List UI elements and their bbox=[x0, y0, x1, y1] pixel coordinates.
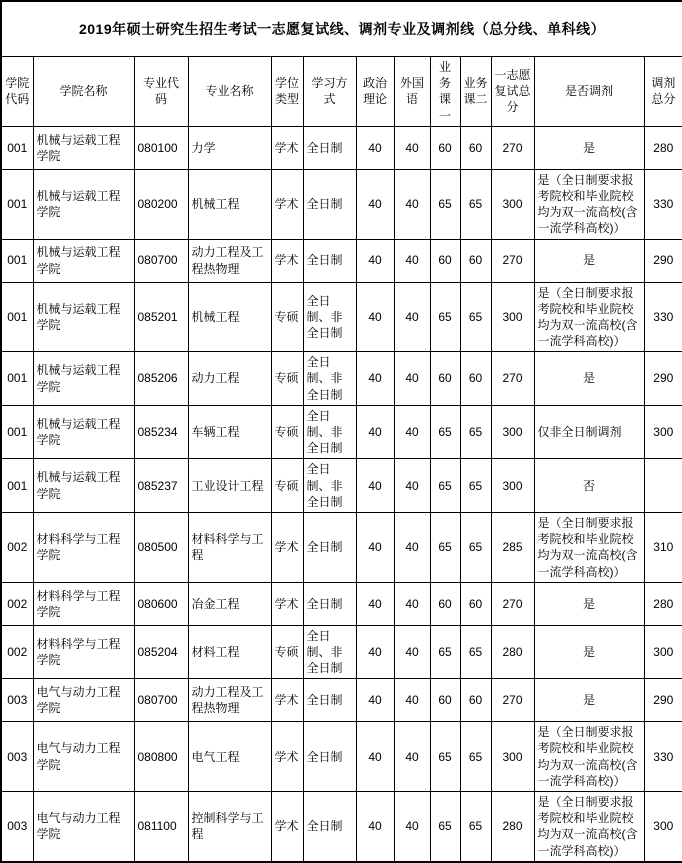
cell: 085204 bbox=[134, 625, 188, 679]
cell: 65 bbox=[460, 722, 491, 792]
cell: 40 bbox=[356, 169, 394, 239]
cell: 60 bbox=[460, 679, 491, 722]
table-row bbox=[1, 352, 682, 406]
header-cell: 专业代码 bbox=[134, 57, 188, 127]
cell: 是 bbox=[534, 352, 644, 406]
cell: 001 bbox=[1, 405, 33, 459]
cell: 是（全日制要求报考院校和毕业院校均为双一流高校(含一流学科高校)） bbox=[534, 792, 644, 862]
cell: 65 bbox=[430, 459, 460, 513]
cell: 330 bbox=[644, 169, 682, 239]
cell: 40 bbox=[356, 625, 394, 679]
cell: 机械与运载工程学院 bbox=[33, 352, 134, 406]
cell: 是 bbox=[534, 239, 644, 282]
cell: 080100 bbox=[134, 126, 188, 169]
cell: 全日制 bbox=[303, 722, 356, 792]
cell: 003 bbox=[1, 722, 33, 792]
cell: 085201 bbox=[134, 282, 188, 352]
cell: 仅非全日制调剂 bbox=[534, 405, 644, 459]
header-cell: 一志愿复试总分 bbox=[491, 57, 534, 127]
cell: 290 bbox=[644, 352, 682, 406]
cell: 是（全日制要求报考院校和毕业院校均为双一流高校(含一流学科高校)） bbox=[534, 512, 644, 582]
cell: 全日制、非全日制 bbox=[303, 352, 356, 406]
cell: 280 bbox=[644, 582, 682, 625]
cell: 270 bbox=[491, 126, 534, 169]
cell: 270 bbox=[491, 352, 534, 406]
cell: 40 bbox=[356, 405, 394, 459]
cell: 40 bbox=[394, 352, 430, 406]
cell: 40 bbox=[356, 679, 394, 722]
cell: 40 bbox=[394, 169, 430, 239]
table-row bbox=[1, 282, 682, 352]
cell: 60 bbox=[460, 239, 491, 282]
header-cell: 外国语 bbox=[394, 57, 430, 127]
cell: 全日制、非全日制 bbox=[303, 405, 356, 459]
cell: 300 bbox=[644, 405, 682, 459]
cell: 080600 bbox=[134, 582, 188, 625]
cell: 001 bbox=[1, 282, 33, 352]
cell: 60 bbox=[460, 582, 491, 625]
title-row bbox=[1, 1, 682, 57]
cell: 专硕 bbox=[271, 625, 303, 679]
cell: 300 bbox=[644, 625, 682, 679]
cell: 40 bbox=[394, 512, 430, 582]
cell: 是 bbox=[534, 625, 644, 679]
cell: 280 bbox=[491, 792, 534, 862]
header-cell: 学院代码 bbox=[1, 57, 33, 127]
table-row bbox=[1, 169, 682, 239]
cell: 40 bbox=[356, 512, 394, 582]
cell: 40 bbox=[394, 405, 430, 459]
cell: 65 bbox=[430, 282, 460, 352]
cell: 65 bbox=[460, 459, 491, 513]
cell: 全日制 bbox=[303, 792, 356, 862]
cell: 电气与动力工程学院 bbox=[33, 722, 134, 792]
cell: 动力工程及工程热物理 bbox=[188, 679, 271, 722]
cell: 60 bbox=[460, 352, 491, 406]
cell: 40 bbox=[356, 722, 394, 792]
cell: 081100 bbox=[134, 792, 188, 862]
page-title: 2019年硕士研究生招生考试一志愿复试线、调剂专业及调剂线（总分线、单科线） bbox=[1, 1, 682, 57]
cell: 材料科学与工程 bbox=[188, 512, 271, 582]
cell: 全日制 bbox=[303, 126, 356, 169]
cell: 080500 bbox=[134, 512, 188, 582]
header-cell: 学习方式 bbox=[303, 57, 356, 127]
cell: 40 bbox=[394, 722, 430, 792]
cell: 机械与运载工程学院 bbox=[33, 239, 134, 282]
cell: 专硕 bbox=[271, 282, 303, 352]
table-body bbox=[1, 126, 682, 862]
cell: 330 bbox=[644, 722, 682, 792]
cell: 是 bbox=[534, 126, 644, 169]
cell: 全日制、非全日制 bbox=[303, 459, 356, 513]
cell: 65 bbox=[460, 512, 491, 582]
cell: 330 bbox=[644, 282, 682, 352]
table-row bbox=[1, 459, 682, 513]
cell: 冶金工程 bbox=[188, 582, 271, 625]
cell: 40 bbox=[394, 792, 430, 862]
cell: 全日制、非全日制 bbox=[303, 625, 356, 679]
cell: 300 bbox=[491, 459, 534, 513]
cell: 60 bbox=[430, 582, 460, 625]
cell: 270 bbox=[491, 679, 534, 722]
cell: 40 bbox=[356, 792, 394, 862]
cell: 机械工程 bbox=[188, 282, 271, 352]
cell: 65 bbox=[430, 792, 460, 862]
cell: 65 bbox=[430, 512, 460, 582]
cell: 40 bbox=[356, 282, 394, 352]
header-cell: 政治理论 bbox=[356, 57, 394, 127]
cell: 电气与动力工程学院 bbox=[33, 679, 134, 722]
table-row bbox=[1, 582, 682, 625]
cell: 60 bbox=[430, 126, 460, 169]
cell: 300 bbox=[491, 169, 534, 239]
cell bbox=[644, 459, 682, 513]
cell: 40 bbox=[356, 459, 394, 513]
cell: 控制科学与工程 bbox=[188, 792, 271, 862]
cell: 学术 bbox=[271, 582, 303, 625]
header-cell: 业务课一 bbox=[430, 57, 460, 127]
cell: 机械与运载工程学院 bbox=[33, 169, 134, 239]
cell: 全日制 bbox=[303, 239, 356, 282]
cell: 001 bbox=[1, 239, 33, 282]
cell: 40 bbox=[356, 126, 394, 169]
cell: 65 bbox=[430, 722, 460, 792]
cell: 动力工程 bbox=[188, 352, 271, 406]
cell: 300 bbox=[491, 282, 534, 352]
cell: 080800 bbox=[134, 722, 188, 792]
cell: 65 bbox=[430, 625, 460, 679]
header-cell: 学院名称 bbox=[33, 57, 134, 127]
cell: 40 bbox=[394, 679, 430, 722]
cell: 动力工程及工程热物理 bbox=[188, 239, 271, 282]
table-head bbox=[1, 1, 682, 126]
header-cell: 业务课二 bbox=[460, 57, 491, 127]
cell: 全日制、非全日制 bbox=[303, 282, 356, 352]
table-row bbox=[1, 722, 682, 792]
cell: 材料科学与工程学院 bbox=[33, 512, 134, 582]
cell: 车辆工程 bbox=[188, 405, 271, 459]
cell: 40 bbox=[394, 239, 430, 282]
cell: 003 bbox=[1, 792, 33, 862]
cell: 60 bbox=[430, 239, 460, 282]
cell: 电气工程 bbox=[188, 722, 271, 792]
cell: 专硕 bbox=[271, 352, 303, 406]
cell: 40 bbox=[356, 582, 394, 625]
cell: 是 bbox=[534, 679, 644, 722]
cell: 270 bbox=[491, 239, 534, 282]
cell: 001 bbox=[1, 126, 33, 169]
cell: 工业设计工程 bbox=[188, 459, 271, 513]
table-row bbox=[1, 679, 682, 722]
cell: 材料工程 bbox=[188, 625, 271, 679]
cell: 力学 bbox=[188, 126, 271, 169]
cell: 40 bbox=[356, 352, 394, 406]
cell: 机械与运载工程学院 bbox=[33, 282, 134, 352]
cell: 60 bbox=[430, 352, 460, 406]
cell: 65 bbox=[460, 282, 491, 352]
cell: 否 bbox=[534, 459, 644, 513]
cell: 65 bbox=[430, 169, 460, 239]
cell: 280 bbox=[644, 126, 682, 169]
cell: 001 bbox=[1, 352, 33, 406]
cell: 学术 bbox=[271, 512, 303, 582]
table-row bbox=[1, 792, 682, 862]
header-cell: 调剂总分 bbox=[644, 57, 682, 127]
header-cell: 是否调剂 bbox=[534, 57, 644, 127]
cell: 学术 bbox=[271, 239, 303, 282]
table-row bbox=[1, 239, 682, 282]
cell: 65 bbox=[430, 405, 460, 459]
table-row bbox=[1, 625, 682, 679]
cell: 085237 bbox=[134, 459, 188, 513]
cell: 全日制 bbox=[303, 512, 356, 582]
cell: 电气与动力工程学院 bbox=[33, 792, 134, 862]
cell: 002 bbox=[1, 582, 33, 625]
cell: 65 bbox=[460, 169, 491, 239]
cell: 001 bbox=[1, 459, 33, 513]
cell: 全日制 bbox=[303, 582, 356, 625]
cell: 机械与运载工程学院 bbox=[33, 126, 134, 169]
cell: 40 bbox=[356, 239, 394, 282]
cell: 学术 bbox=[271, 679, 303, 722]
cell: 是（全日制要求报考院校和毕业院校均为双一流高校(含一流学科高校)） bbox=[534, 282, 644, 352]
cell: 是（全日制要求报考院校和毕业院校均为双一流高校(含一流学科高校)） bbox=[534, 169, 644, 239]
cell: 290 bbox=[644, 239, 682, 282]
cell: 085234 bbox=[134, 405, 188, 459]
cell: 001 bbox=[1, 169, 33, 239]
cell: 是（全日制要求报考院校和毕业院校均为双一流高校(含一流学科高校)） bbox=[534, 722, 644, 792]
cell: 002 bbox=[1, 512, 33, 582]
cell: 310 bbox=[644, 512, 682, 582]
cell: 40 bbox=[394, 459, 430, 513]
cell: 60 bbox=[460, 126, 491, 169]
cell: 40 bbox=[394, 582, 430, 625]
cell: 300 bbox=[491, 405, 534, 459]
cell: 285 bbox=[491, 512, 534, 582]
cell: 300 bbox=[644, 792, 682, 862]
cell: 40 bbox=[394, 126, 430, 169]
cell: 材料科学与工程学院 bbox=[33, 582, 134, 625]
cell: 60 bbox=[430, 679, 460, 722]
header-cell: 专业名称 bbox=[188, 57, 271, 127]
cell: 学术 bbox=[271, 126, 303, 169]
cell: 270 bbox=[491, 582, 534, 625]
cell: 40 bbox=[394, 625, 430, 679]
header-row bbox=[1, 57, 682, 127]
cell: 机械与运载工程学院 bbox=[33, 405, 134, 459]
cell: 学术 bbox=[271, 169, 303, 239]
cell: 专硕 bbox=[271, 405, 303, 459]
cell: 40 bbox=[394, 282, 430, 352]
cell: 290 bbox=[644, 679, 682, 722]
cell: 学术 bbox=[271, 792, 303, 862]
cell: 65 bbox=[460, 625, 491, 679]
table-row bbox=[1, 512, 682, 582]
cell: 003 bbox=[1, 679, 33, 722]
cell: 080200 bbox=[134, 169, 188, 239]
header-cell: 学位类型 bbox=[271, 57, 303, 127]
cell: 080700 bbox=[134, 679, 188, 722]
table-row bbox=[1, 126, 682, 169]
cell: 机械与运载工程学院 bbox=[33, 459, 134, 513]
cell: 002 bbox=[1, 625, 33, 679]
cell: 机械工程 bbox=[188, 169, 271, 239]
table-row bbox=[1, 405, 682, 459]
cell: 专硕 bbox=[271, 459, 303, 513]
cell: 学术 bbox=[271, 722, 303, 792]
cell: 085206 bbox=[134, 352, 188, 406]
cell: 全日制 bbox=[303, 169, 356, 239]
cell: 全日制 bbox=[303, 679, 356, 722]
cell: 65 bbox=[460, 405, 491, 459]
cell: 300 bbox=[491, 722, 534, 792]
cell: 材料科学与工程学院 bbox=[33, 625, 134, 679]
cell: 080700 bbox=[134, 239, 188, 282]
cell: 280 bbox=[491, 625, 534, 679]
cell: 65 bbox=[460, 792, 491, 862]
cell: 是 bbox=[534, 582, 644, 625]
